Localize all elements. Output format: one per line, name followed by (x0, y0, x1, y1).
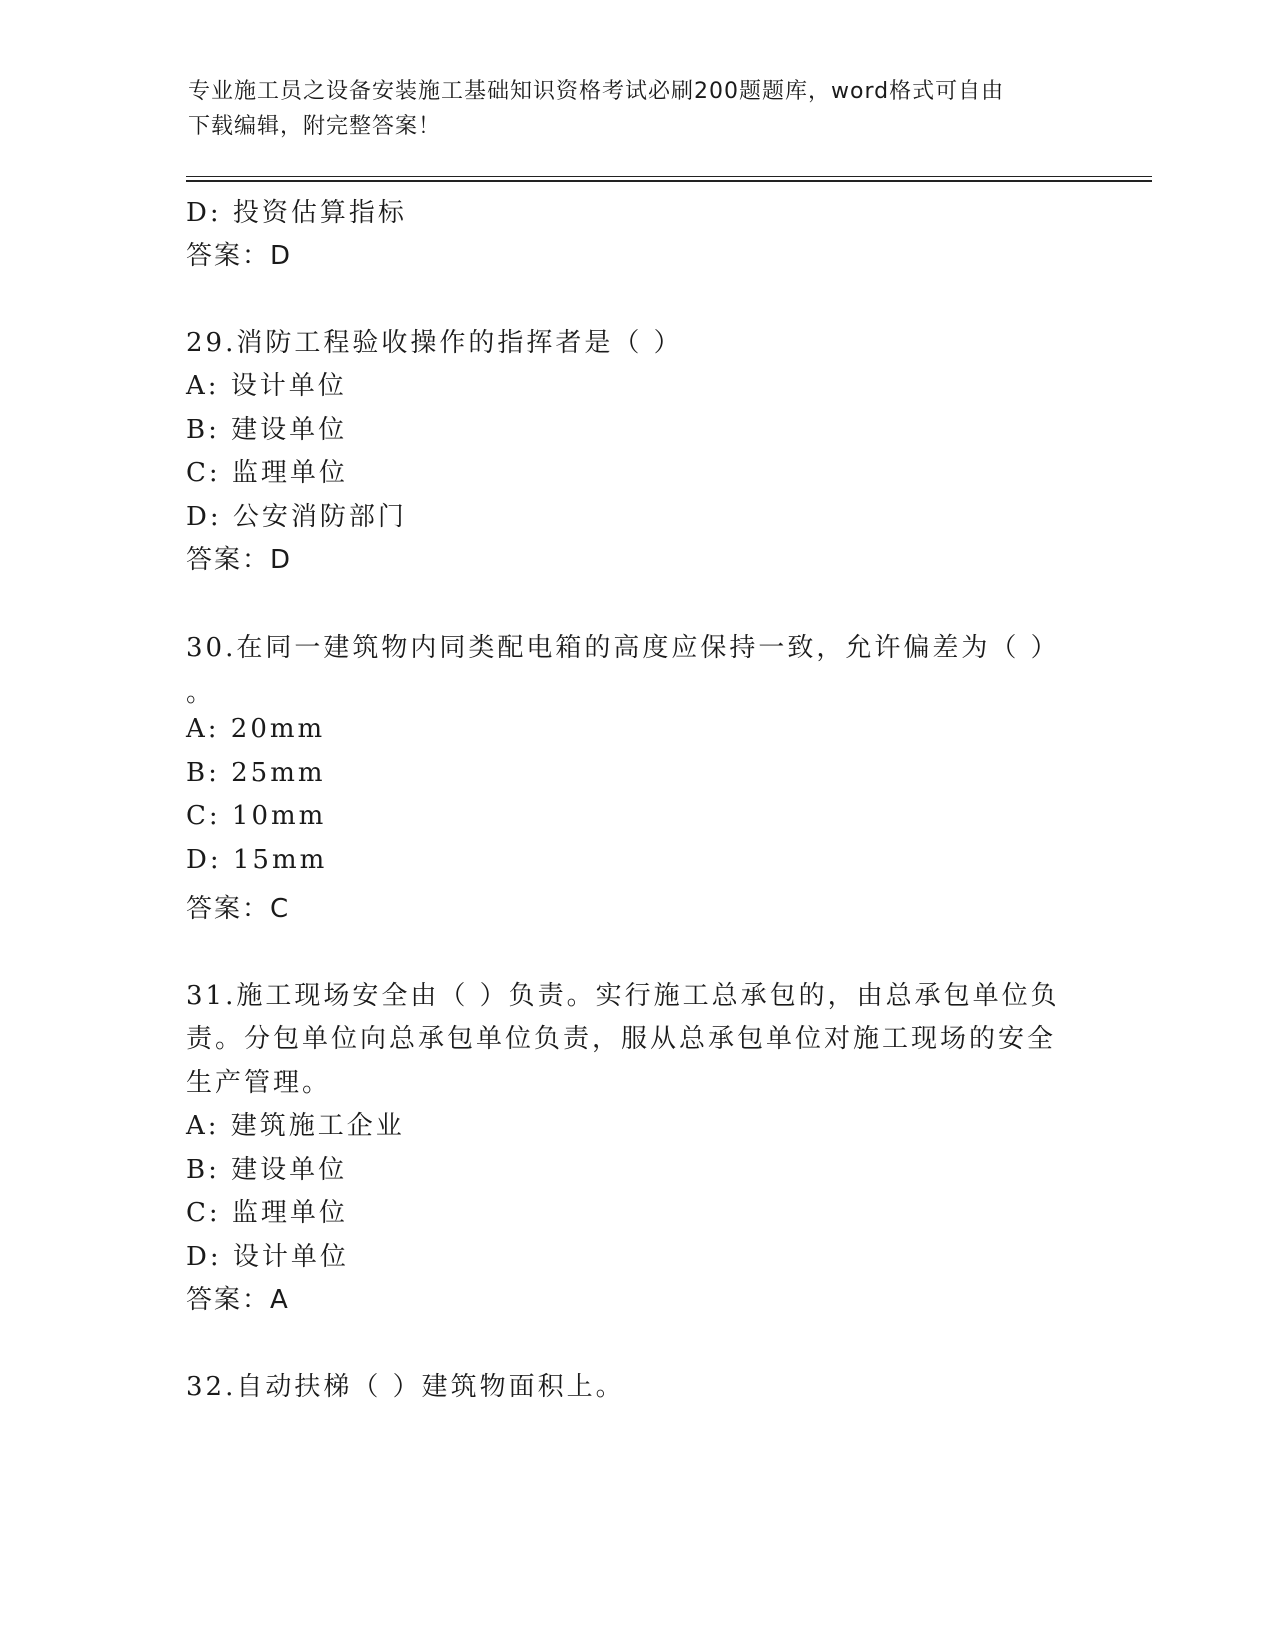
q31-answer: 答案：A (186, 1285, 290, 1315)
header-line-2: 下载编辑，附完整答案！ (188, 114, 442, 139)
header-divider-thick (186, 180, 1152, 182)
q30-option-c: C: 10mm (186, 801, 327, 831)
q31-stem-line-2: 责。分包单位向总承包单位负责，服从总承包单位对施工现场的安全 (186, 1024, 1057, 1054)
q30-option-b: B: 25mm (186, 758, 326, 788)
q32-stem: 32.自动扶梯（ ）建筑物面积上。 (186, 1372, 625, 1402)
q31-option-d: D: 设计单位 (186, 1242, 349, 1272)
header-line-1: 专业施工员之设备安装施工基础知识资格考试必刷200题题库，word格式可自由 (188, 79, 1005, 104)
q31-option-c: C: 监理单位 (186, 1198, 348, 1228)
q29-answer: 答案：D (186, 545, 293, 575)
q29-option-d: D: 公安消防部门 (186, 502, 407, 532)
q31-option-a: A: 建筑施工企业 (186, 1111, 405, 1141)
q31-option-b: B: 建设单位 (186, 1155, 348, 1185)
q29-option-c: C: 监理单位 (186, 458, 348, 488)
q31-stem-line-1: 31.施工现场安全由（ ）负责。实行施工总承包的，由总承包单位负 (186, 981, 1060, 1011)
q30-answer: 答案：C (186, 894, 291, 924)
q29-stem: 29.消防工程验收操作的指挥者是（ ） (186, 328, 683, 358)
q30-stem-line-1: 30.在同一建筑物内同类配电箱的高度应保持一致，允许偏差为（ ） (186, 633, 1060, 663)
q30-option-a: A: 20mm (186, 714, 326, 744)
document-header (188, 74, 1068, 144)
prev-option-d: D: 投资估算指标 (186, 198, 407, 228)
q30-stem-line-2: 。 (186, 678, 216, 708)
prev-answer: 答案：D (186, 241, 293, 271)
q29-option-b: B: 建设单位 (186, 415, 348, 445)
q29-option-a: A: 设计单位 (186, 371, 347, 401)
header-divider-thin (186, 176, 1152, 177)
q30-option-d: D: 15mm (186, 845, 328, 875)
q31-stem-line-3: 生产管理。 (186, 1068, 332, 1098)
